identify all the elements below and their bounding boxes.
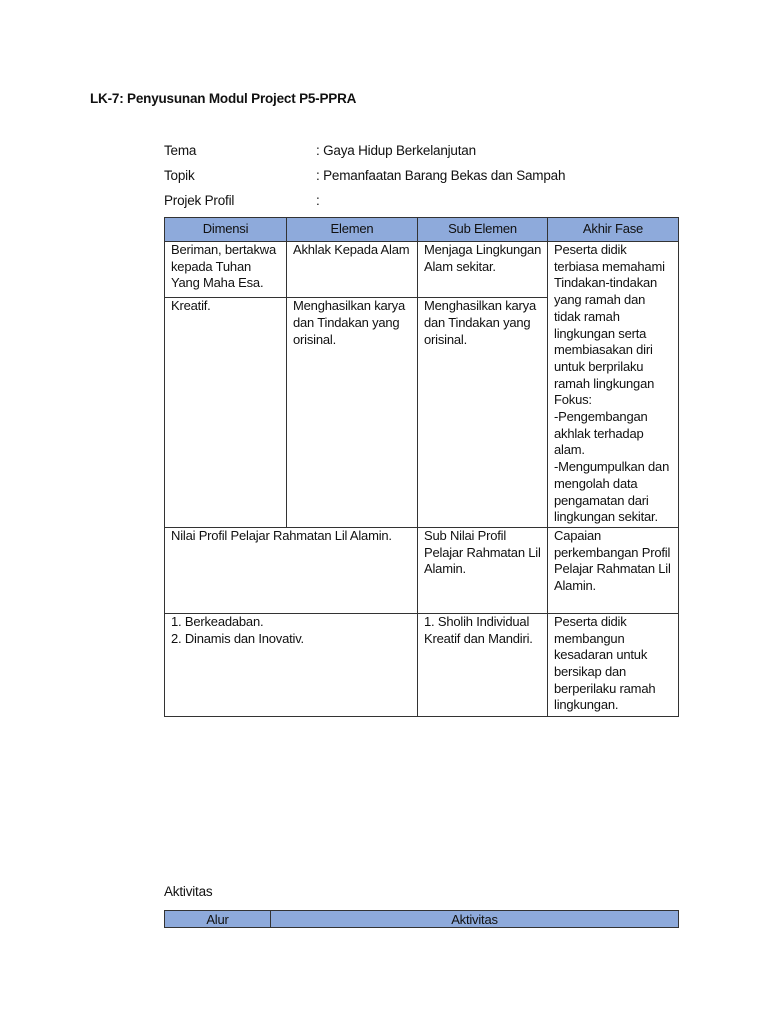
cell-nilai-list: 1. Berkeadaban. 2. Dinamis dan Inovativ.	[165, 613, 418, 716]
meta-value: :	[316, 193, 320, 208]
cell-elemen: Menghasilkan karya dan Tindakan yang orisinal.	[287, 298, 418, 528]
table-row	[165, 242, 679, 298]
header-aktivitas: Aktivitas	[271, 911, 679, 928]
meta-label: Tema	[164, 143, 197, 158]
aktivitas-label: Aktivitas	[164, 884, 213, 899]
meta-label: Projek Profil	[164, 193, 235, 208]
header-alur: Alur	[165, 911, 271, 928]
meta-label: Topik	[164, 168, 195, 183]
cell-akhir-fase: Peserta didik terbiasa memahami Tindakan-tindakan yang ramah dan tidak ramah lingkungan serta membiasakan diri untuk berprilaku ramah lingkungan Fokus: -Pengembangan akhlak terhadap alam. -Mengumpulkan dan mengolah data pengamatan dari lingkungan sekitar.	[548, 242, 679, 528]
module-table	[164, 217, 679, 717]
cell-elemen: Akhlak Kepada Alam	[287, 242, 418, 298]
document-title: LK-7: Penyusunan Modul Project P5-PPRA	[90, 91, 357, 106]
cell-dimensi: Kreatif.	[165, 298, 287, 528]
meta-value: : Pemanfaatan Barang Bekas dan Sampah	[316, 168, 566, 183]
table-row	[165, 527, 679, 613]
cell-dimensi: Beriman, bertakwa kepada Tuhan Yang Maha Esa.	[165, 242, 287, 298]
meta-value: : Gaya Hidup Berkelanjutan	[316, 143, 476, 158]
table-row	[165, 613, 679, 716]
header-elemen: Elemen	[287, 218, 418, 242]
table-header-row	[165, 218, 679, 242]
cell-capaian: Capaian perkembangan Profil Pelajar Rahmatan Lil Alamin.	[548, 527, 679, 613]
header-akhir-fase: Akhir Fase	[548, 218, 679, 242]
header-dimensi: Dimensi	[165, 218, 287, 242]
cell-sub-elemen: Menghasilkan karya dan Tindakan yang orisinal.	[418, 298, 548, 528]
aktivitas-table	[164, 910, 679, 928]
table-header-row	[165, 911, 679, 928]
cell-sub-nilai: Sub Nilai Profil Pelajar Rahmatan Lil Alamin.	[418, 527, 548, 613]
cell-capaian-desc: Peserta didik membangun kesadaran untuk bersikap dan berperilaku ramah lingkungan.	[548, 613, 679, 716]
cell-sub-elemen: Menjaga Lingkungan Alam sekitar.	[418, 242, 548, 298]
cell-sub-nilai-list: 1. Sholih Individual Kreatif dan Mandiri.	[418, 613, 548, 716]
header-sub-elemen: Sub Elemen	[418, 218, 548, 242]
cell-nilai-profil: Nilai Profil Pelajar Rahmatan Lil Alamin.	[165, 527, 418, 613]
